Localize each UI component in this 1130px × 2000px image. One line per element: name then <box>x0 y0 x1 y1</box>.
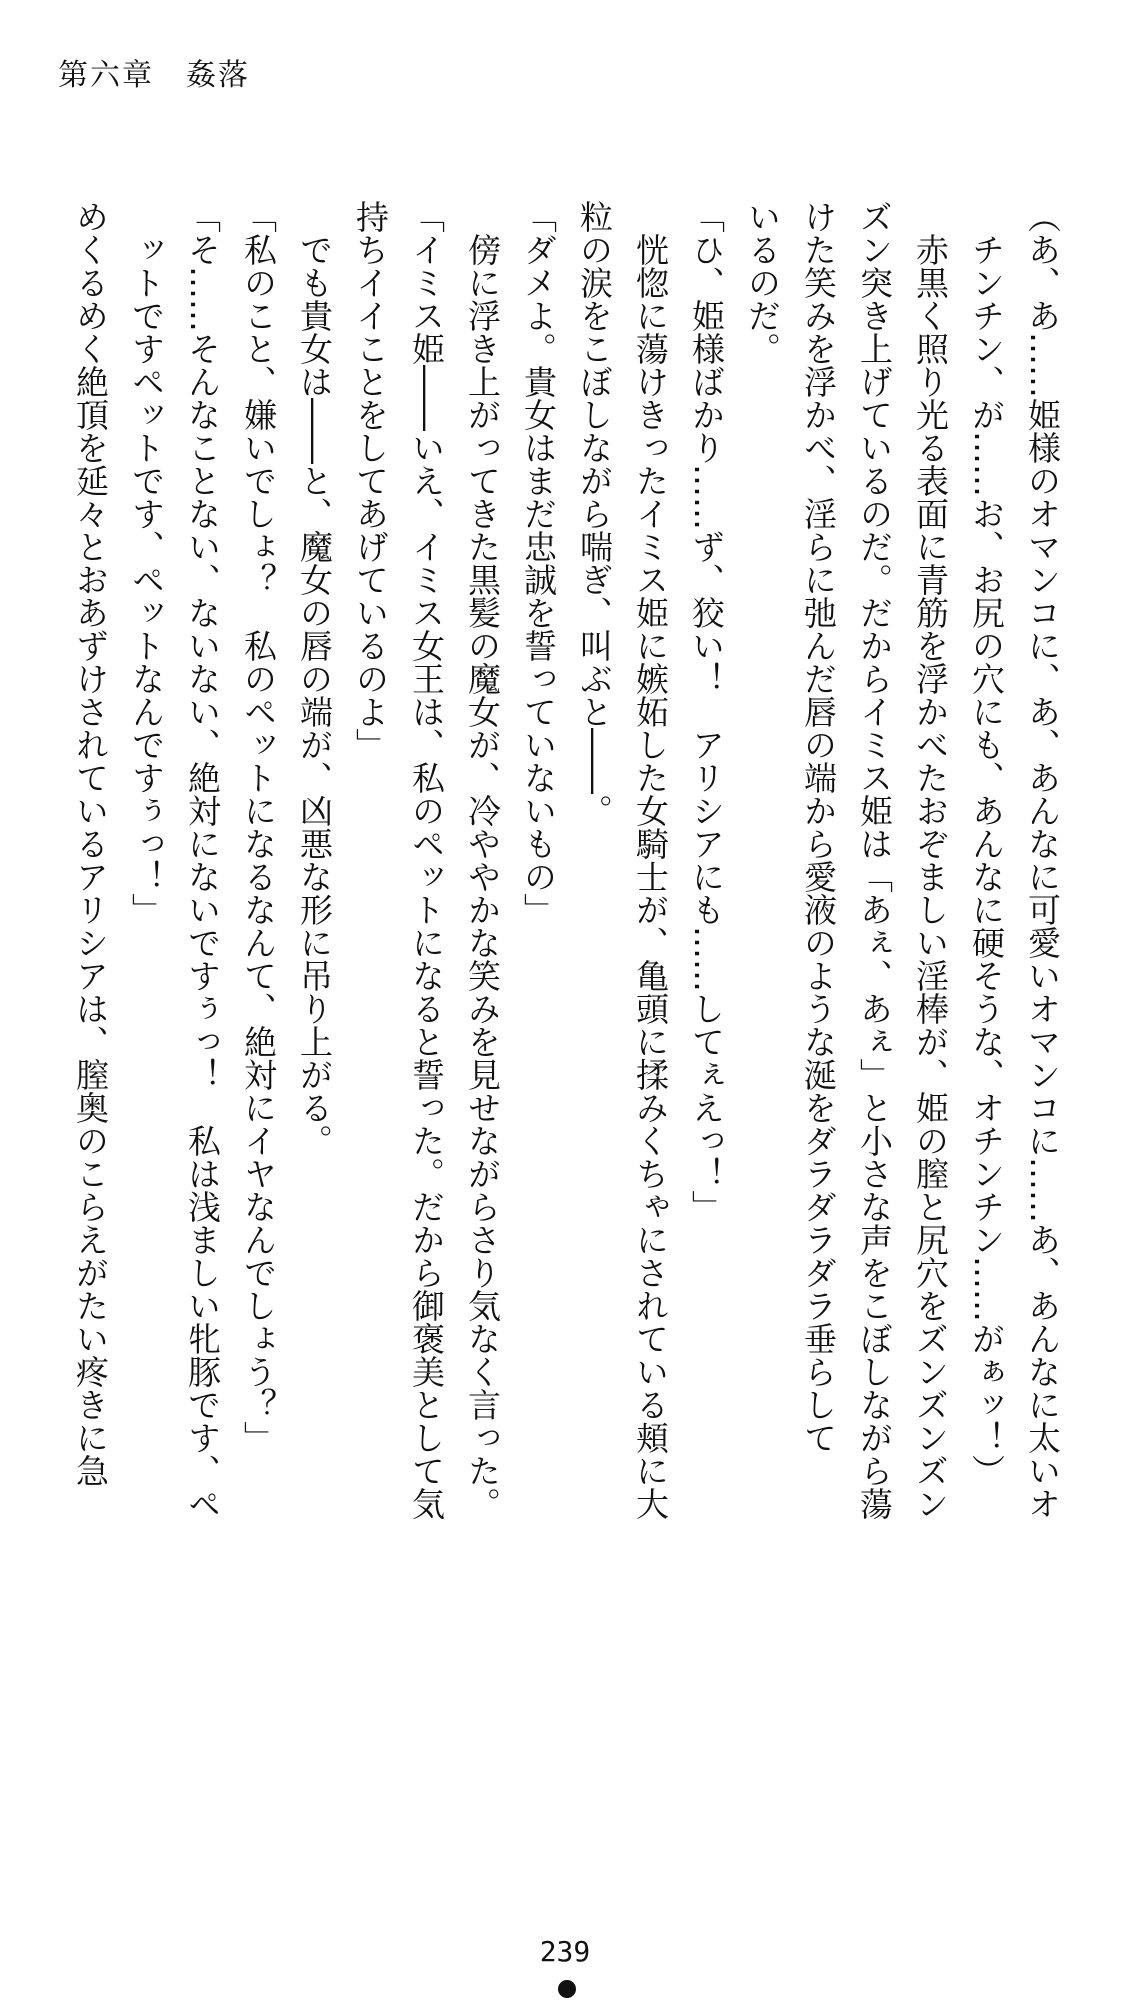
text-column-11: 傍に浮き上がってきた黒髪の魔女が、冷ややかな笑みを見せながらさり気なく言った。 <box>463 233 502 1520</box>
text-column-6: いるのだ。 <box>743 200 782 365</box>
text-column-18: めくるめく絶頂を延々とおあずけされているアリシアは、膣奥のこらえがたい疼きに急 <box>71 200 110 1487</box>
page-marker-dot-icon <box>558 1980 576 1998</box>
text-column-17: ットですペットです、ペットなんですぅっ！」 <box>127 233 166 926</box>
text-column-5: けた笑みを浮かべ、淫らに弛んだ唇の端から愛液のような涎をダラダラダラ垂らして <box>799 200 838 1454</box>
text-column-1: （あ、あ……姫様のオマンコに、あ、あんなに可愛いオマンコに……あ、あんなに太いオ <box>1023 200 1062 1520</box>
page-number: 239 <box>539 1935 591 1968</box>
text-column-12: 「イミス姫――いえ、イミス女王は、私のペットになると誓った。だから御褒美として気 <box>407 200 446 1520</box>
chapter-title: 第六章 姦落 <box>58 58 250 93</box>
text-column-16: 「そ……そんなことない、ないない、絶対にないですぅっ！ 私は浅ましい牝豚です、ペ <box>183 200 222 1520</box>
text-column-3: 赤黒く照り光る表面に青筋を浮かべたおぞましい淫棒が、姫の膣と尻穴をズンズンズン <box>911 233 950 1520</box>
text-column-9: 粒の涙をこぼしながら喘ぎ、叫ぶと――。 <box>575 200 614 827</box>
text-column-15: 「私のこと、嫌いでしょ？ 私のペットになるなんて、絶対にイヤなんでしょう？」 <box>239 200 278 1454</box>
text-column-14: でも貴女は――と、魔女の唇の端が、凶悪な形に吊り上がる。 <box>295 233 334 1157</box>
text-column-13: 持ちイイことをしてあげているのよ」 <box>351 200 390 761</box>
text-column-4: ズン突き上げているのだ。だからイミス姫は「あぇ、あぇ」と小さな声をこぼしながら蕩 <box>855 200 894 1520</box>
text-column-7: 「ひ、姫様ばかり……ず、狡い！ アリシアにも……してぇえっ！」 <box>687 200 726 1223</box>
vertical-body-text <box>60 200 1070 1670</box>
text-column-2: チンチン、が……お、お尻の穴にも、あんなに硬そうな、オチンチン……がぁッ！） <box>967 233 1006 1487</box>
text-column-8: 恍惚に蕩けきったイミス姫に嫉妬した女騎士が、亀頭に揉みくちゃにされている頬に大 <box>631 233 670 1520</box>
text-column-10: 「ダメよ。貴女はまだ忠誠を誓っていないもの」 <box>519 200 558 926</box>
